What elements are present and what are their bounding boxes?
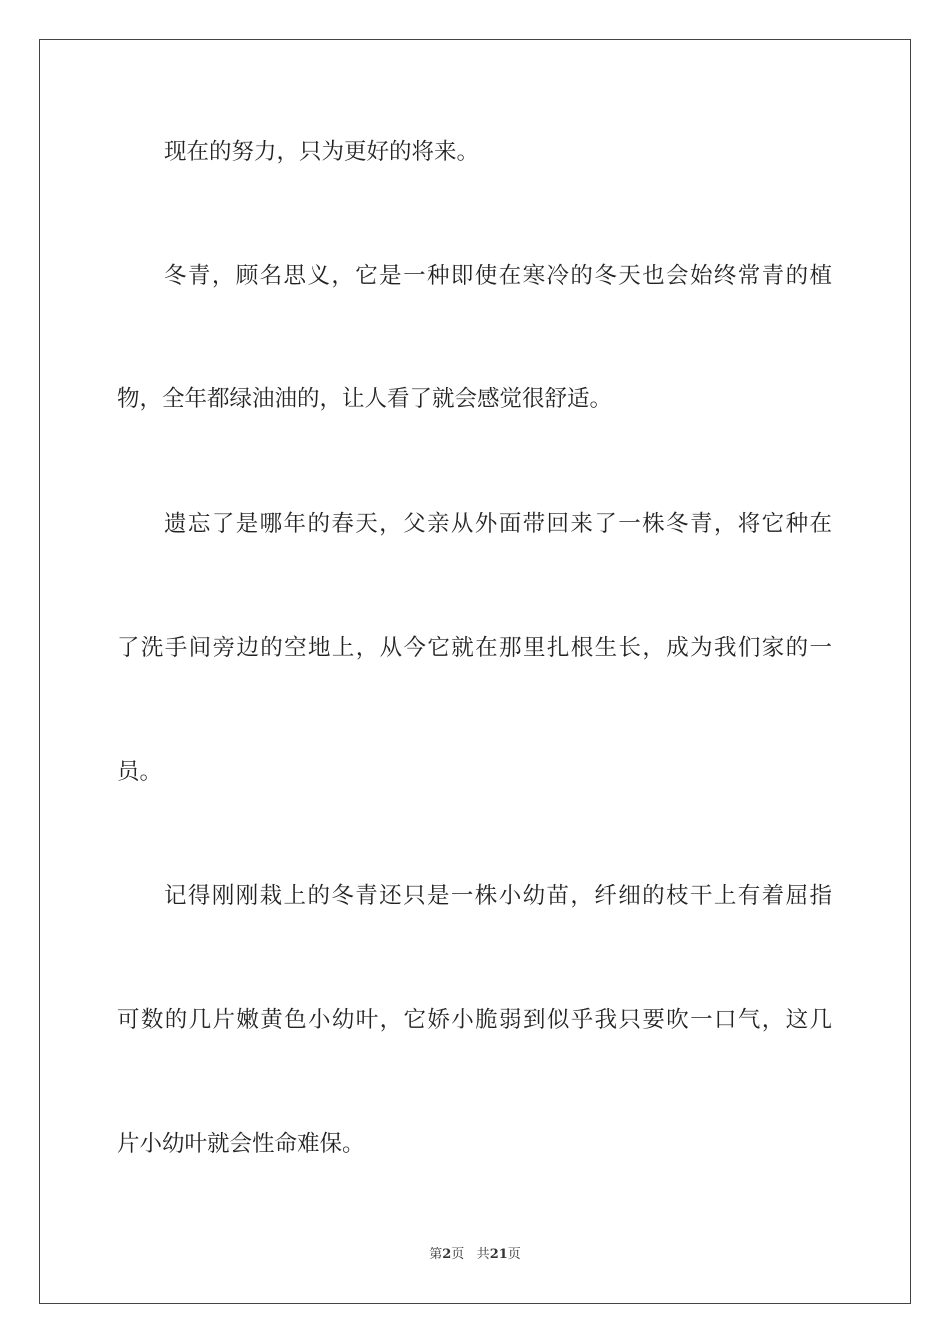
footer-total-pages: 21 xyxy=(489,1247,508,1262)
page-frame xyxy=(39,39,911,1304)
paragraph-2-line-1: 冬青，顾名思义，它是一种即使在寒冷的冬天也会始终常青的植 xyxy=(164,263,832,289)
footer-total-suffix: 页 xyxy=(507,1247,521,1262)
footer-total-prefix: 共 xyxy=(476,1247,490,1262)
paragraph-4-line-3: 片小幼叶就会性命难保。 xyxy=(117,1131,365,1157)
paragraph-1-line-1: 现在的努力，只为更好的将来。 xyxy=(164,139,480,165)
paragraph-3-line-2: 了洗手间旁边的空地上，从今它就在那里扎根生长，成为我们家的一 xyxy=(117,635,832,661)
paragraph-3-line-1: 遗忘了是哪年的春天，父亲从外面带回来了一株冬青，将它种在 xyxy=(164,511,832,537)
paragraph-4-line-2: 可数的几片嫩黄色小幼叶，它娇小脆弱到似乎我只要吹一口气，这几 xyxy=(117,1007,832,1033)
footer-prefix: 第 xyxy=(429,1247,443,1262)
paragraph-3-line-3: 员。 xyxy=(117,759,163,785)
footer-page-suffix: 页 xyxy=(451,1247,465,1262)
paragraph-4-line-1: 记得刚刚栽上的冬青还只是一株小幼苗，纤细的枝干上有着屈指 xyxy=(164,883,832,909)
paragraph-2-line-2: 物，全年都绿油油的，让人看了就会感觉很舒适。 xyxy=(117,386,613,412)
page-footer xyxy=(0,1243,950,1262)
footer-page-number: 2 xyxy=(442,1247,452,1262)
